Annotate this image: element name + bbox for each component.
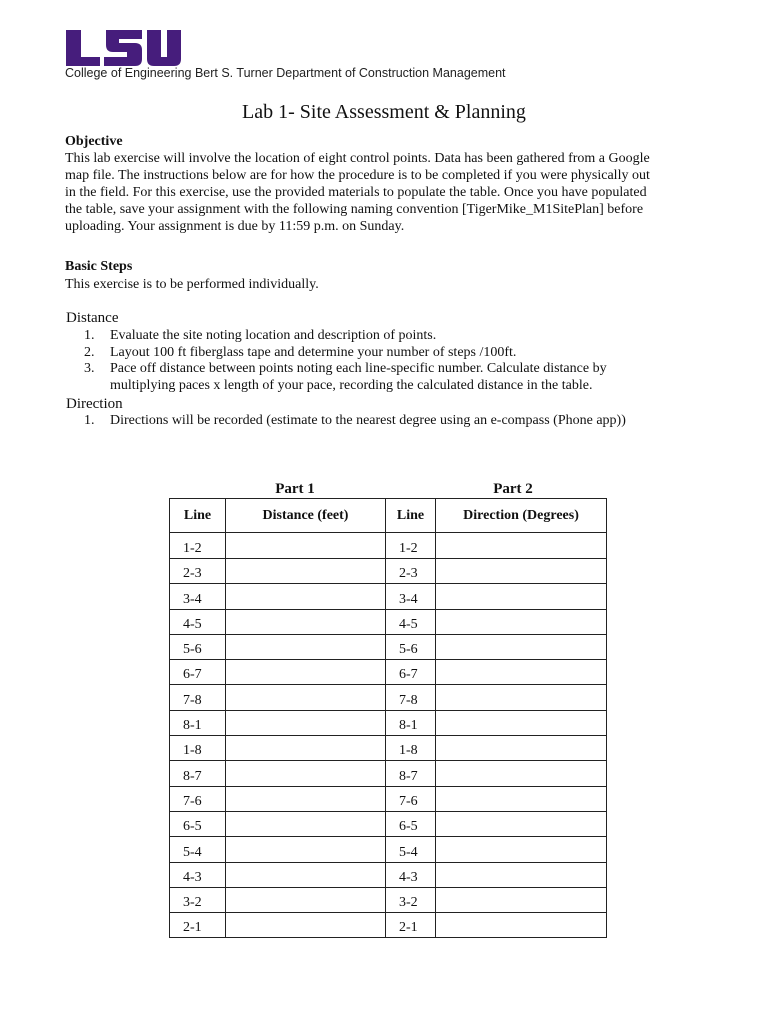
- line-cell: 1-2: [170, 533, 226, 559]
- line-cell: 1-8: [386, 736, 436, 761]
- distance-input-cell[interactable]: [226, 609, 386, 634]
- basic-steps-text: This exercise is to be performed individually.: [65, 277, 319, 292]
- list-number: 3.: [84, 361, 95, 376]
- distance-input-cell[interactable]: [226, 736, 386, 761]
- table-row: [170, 660, 607, 685]
- table-body: [170, 533, 607, 938]
- line-cell: 7-8: [170, 685, 226, 710]
- distance-input-cell[interactable]: [226, 862, 386, 887]
- part2-label: Part 2: [493, 481, 533, 497]
- distance-input-cell[interactable]: [226, 887, 386, 912]
- distance-input-cell[interactable]: [226, 584, 386, 609]
- objective-line: the table, save your assignment with the following naming convention [TigerMike_M1SitePlan] before: [65, 202, 644, 217]
- header-line-2: Line: [386, 499, 436, 533]
- header-direction: Direction (Degrees): [436, 499, 607, 533]
- table-row: [170, 634, 607, 659]
- distance-input-cell[interactable]: [226, 685, 386, 710]
- line-cell: 5-4: [386, 837, 436, 862]
- line-cell: 3-2: [386, 887, 436, 912]
- line-cell: 2-3: [170, 559, 226, 584]
- direction-input-cell[interactable]: [436, 634, 607, 659]
- line-cell: 7-8: [386, 685, 436, 710]
- line-cell: 4-5: [170, 609, 226, 634]
- list-item: [84, 413, 704, 430]
- list-item: [84, 345, 704, 362]
- list-text: Evaluate the site noting location and description of points.: [110, 328, 437, 343]
- table-row: [170, 862, 607, 887]
- line-cell: 3-2: [170, 887, 226, 912]
- line-cell: 5-4: [170, 837, 226, 862]
- direction-heading: Direction: [66, 396, 123, 412]
- line-cell: 8-7: [170, 761, 226, 786]
- direction-input-cell[interactable]: [436, 559, 607, 584]
- distance-input-cell[interactable]: [226, 533, 386, 559]
- direction-input-cell[interactable]: [436, 660, 607, 685]
- objective-paragraph: [65, 150, 705, 235]
- table-row: [170, 887, 607, 912]
- table-row: [170, 533, 607, 559]
- distance-heading: Distance: [66, 310, 119, 326]
- table-row: [170, 584, 607, 609]
- department-name: College of Engineering Bert S. Turner Department of Construction Management: [65, 66, 506, 80]
- distance-input-cell[interactable]: [226, 913, 386, 938]
- distance-steps: [84, 328, 704, 394]
- table-row: [170, 761, 607, 786]
- list-item: [84, 361, 704, 394]
- line-cell: 6-7: [386, 660, 436, 685]
- line-cell: 7-6: [386, 786, 436, 811]
- line-cell: 7-6: [170, 786, 226, 811]
- line-cell: 1-8: [170, 736, 226, 761]
- part1-label: Part 1: [275, 481, 315, 497]
- distance-input-cell[interactable]: [226, 660, 386, 685]
- distance-input-cell[interactable]: [226, 710, 386, 735]
- list-number: 2.: [84, 344, 95, 360]
- table-row: [170, 736, 607, 761]
- objective-heading: Objective: [65, 134, 123, 149]
- direction-input-cell[interactable]: [436, 837, 607, 862]
- list-text: Layout 100 ft fiberglass tape and determine your number of steps /100ft.: [110, 344, 517, 360]
- line-cell: 6-7: [170, 660, 226, 685]
- list-text: Directions will be recorded (estimate to the nearest degree using an e-compass (Phone app)): [110, 413, 626, 428]
- line-cell: 8-1: [386, 710, 436, 735]
- line-cell: 6-5: [386, 811, 436, 836]
- header-distance: Distance (feet): [226, 499, 386, 533]
- direction-input-cell[interactable]: [436, 533, 607, 559]
- distance-input-cell[interactable]: [226, 559, 386, 584]
- line-cell: 3-4: [170, 584, 226, 609]
- table-row: [170, 710, 607, 735]
- line-cell: 8-7: [386, 761, 436, 786]
- table-header-row: [170, 499, 607, 533]
- line-cell: 1-2: [386, 533, 436, 559]
- line-cell: 4-5: [386, 609, 436, 634]
- data-table: [169, 498, 607, 938]
- table-row: [170, 786, 607, 811]
- direction-input-cell[interactable]: [436, 584, 607, 609]
- objective-line: map file. The instructions below are for how the procedure is to be completed if you were physically out: [65, 168, 650, 183]
- lsu-logo: [64, 28, 182, 68]
- table-row: [170, 609, 607, 634]
- distance-input-cell[interactable]: [226, 811, 386, 836]
- direction-input-cell[interactable]: [436, 685, 607, 710]
- distance-input-cell[interactable]: [226, 786, 386, 811]
- direction-input-cell[interactable]: [436, 609, 607, 634]
- direction-input-cell[interactable]: [436, 786, 607, 811]
- line-cell: 8-1: [170, 710, 226, 735]
- line-cell: 2-1: [170, 913, 226, 938]
- line-cell: 2-1: [386, 913, 436, 938]
- list-item: [84, 328, 704, 345]
- distance-input-cell[interactable]: [226, 634, 386, 659]
- table-row: [170, 837, 607, 862]
- objective-line: in the field. For this exercise, use the provided materials to populate the table. Once you have populated: [65, 185, 647, 200]
- line-cell: 2-3: [386, 559, 436, 584]
- table-row: [170, 811, 607, 836]
- direction-input-cell[interactable]: [436, 811, 607, 836]
- basic-steps-heading: Basic Steps: [65, 259, 133, 274]
- list-text: multiplying paces x length of your pace, recording the calculated distance in the table.: [110, 377, 593, 393]
- table-row: [170, 913, 607, 938]
- distance-input-cell[interactable]: [226, 761, 386, 786]
- direction-input-cell[interactable]: [436, 736, 607, 761]
- line-cell: 5-6: [170, 634, 226, 659]
- line-cell: 6-5: [170, 811, 226, 836]
- objective-line: This lab exercise will involve the location of eight control points. Data has been gathered from a Google: [65, 151, 650, 166]
- list-number: 1.: [84, 328, 95, 343]
- table-row: [170, 685, 607, 710]
- direction-input-cell[interactable]: [436, 710, 607, 735]
- table-row: [170, 559, 607, 584]
- direction-input-cell[interactable]: [436, 761, 607, 786]
- objective-line: uploading. Your assignment is due by 11:59 p.m. on Sunday.: [65, 219, 405, 234]
- line-cell: 4-3: [386, 862, 436, 887]
- list-number: 1.: [84, 413, 95, 428]
- direction-input-cell[interactable]: [436, 887, 607, 912]
- line-cell: 3-4: [386, 584, 436, 609]
- list-text: Pace off distance between points noting each line-specific number. Calculate distance by: [110, 361, 607, 376]
- line-cell: 4-3: [170, 862, 226, 887]
- line-cell: 5-6: [386, 634, 436, 659]
- direction-steps: [84, 413, 704, 430]
- direction-input-cell[interactable]: [436, 862, 607, 887]
- direction-input-cell[interactable]: [436, 913, 607, 938]
- distance-input-cell[interactable]: [226, 837, 386, 862]
- header-line-1: Line: [170, 499, 226, 533]
- page-title: Lab 1- Site Assessment & Planning: [242, 101, 526, 123]
